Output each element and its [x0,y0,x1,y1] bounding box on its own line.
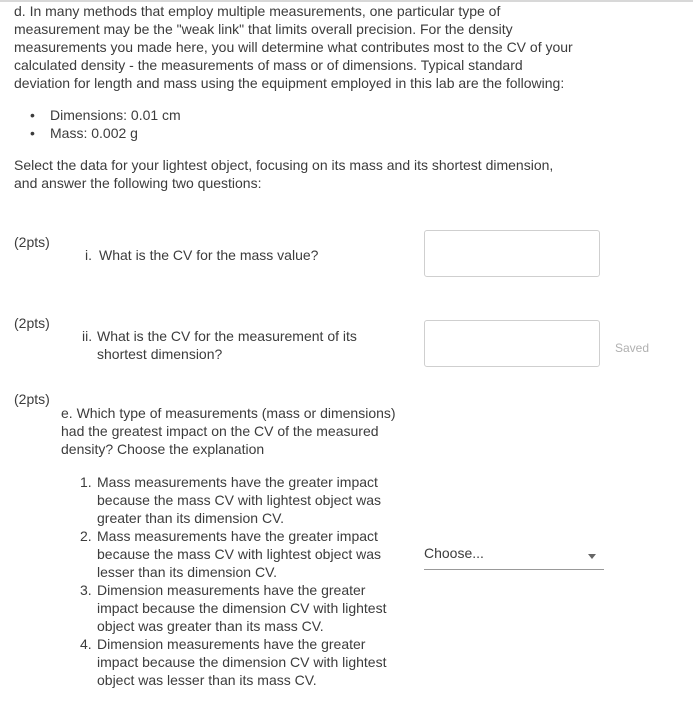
question-ii-points: (2pts) [14,315,50,331]
option-line: object was lesser than its mass CV. [97,672,317,688]
question-e-options [80,473,410,689]
intro-line: measurement may be the "weak link" that limits overall precision. For the density [14,21,513,37]
saved-status: Saved [615,341,650,355]
option-line: Dimension measurements have the greater [97,636,366,652]
std-dev-list [30,106,181,142]
question-ii-answer-input[interactable] [424,320,600,367]
intro-line: deviation for length and mass using the equipment employed in this lab are the following: [14,75,565,91]
option-line: impact because the dimension CV with lightest [97,600,387,616]
instructions-line: and answer the following two questions: [14,175,262,191]
instructions-paragraph [14,156,604,192]
option-line: greater than its dimension CV. [97,510,285,526]
option-line: Mass measurements have the greater impact [97,474,378,490]
intro-line: measurements you made here, you will determine what contributes most to the CV of your [14,39,573,55]
question-ii-text [82,327,402,363]
std-dev-dimensions: • Dimensions: 0.01 cm [30,106,181,124]
question-i-points: (2pts) [14,234,50,250]
intro-paragraph [14,2,604,92]
question-e-points: (2pts) [14,391,50,407]
dropdown-selected-value: Choose... [424,545,484,561]
option-number: 4. [80,636,92,652]
question-i-number: i. [85,247,92,263]
std-dev-mass: • Mass: 0.002 g [30,124,181,142]
intro-line: d. In many methods that employ multiple measurements, one particular type of [14,3,501,19]
option-number: 2. [80,528,92,544]
question-e-text [61,404,411,458]
question-i-answer-input[interactable] [424,230,600,277]
option-line: impact because the dimension CV with lightest [97,654,387,670]
intro-line: calculated density - the measurements of mass or of dimensions. Typical standard [14,57,523,73]
option-line: lesser than its dimension CV. [97,564,278,580]
option-number: 3. [80,582,92,598]
instructions-line: Select the data for your lightest object, focusing on its mass and its shortest dimension, [14,157,554,173]
option-3 [80,581,410,635]
option-2 [80,527,410,581]
option-line: because the mass CV with lightest object was [97,546,382,562]
question-ii-number: ii. [82,328,93,344]
question-i-text [85,246,405,264]
option-1 [80,473,410,527]
caret-down-icon [588,554,596,559]
question-ii-line: shortest dimension? [97,346,223,362]
option-line: Dimension measurements have the greater [97,582,366,598]
question-e-line: e. Which type of measurements (mass or dimensions) [61,405,396,421]
question-e-line: had the greatest impact on the CV of the measured [61,423,379,439]
question-ii-line: What is the CV for the measurement of its [97,328,357,344]
option-line: object was greater than its mass CV. [97,618,324,634]
question-e-line: density? Choose the explanation [61,441,265,457]
option-4 [80,635,410,689]
question-i-line: What is the CV for the mass value? [99,247,319,263]
option-number: 1. [80,474,92,490]
question-e-dropdown[interactable] [424,544,604,570]
option-line: Mass measurements have the greater impact [97,528,378,544]
option-line: because the mass CV with lightest object was [97,492,382,508]
